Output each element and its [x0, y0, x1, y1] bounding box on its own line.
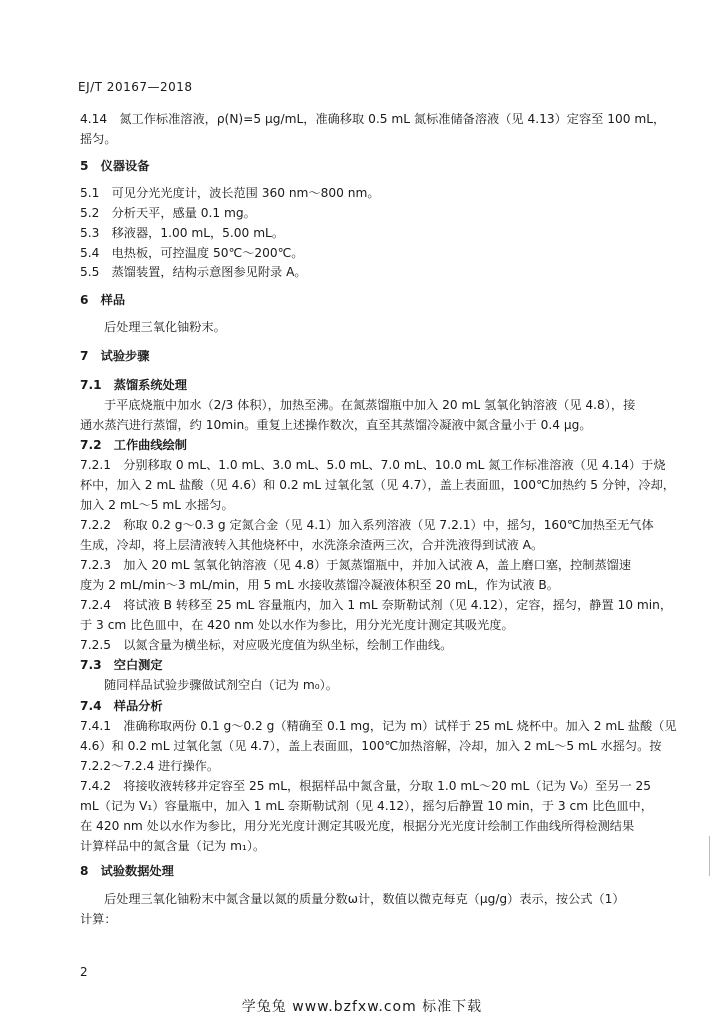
- subsection-heading: 7.1 蒸馏系统处理: [80, 378, 187, 392]
- text-line: 5.3 移液器，1.00 mL，5.00 mL。: [80, 226, 285, 240]
- text-line: 7.2.2 称取 0.2 g～0.3 g 定氮合金（见 4.1）加入系列溶液（见 7.2.1）中，摇匀，160℃加热至无气体: [80, 518, 654, 532]
- text-line: 于平底烧瓶中加水（2/3 体积），加热至沸。在氮蒸馏瓶中加入 20 mL 氢氧化钠溶液（见 4.8），接: [104, 398, 636, 412]
- text-line: 5.4 电热板，可控温度 50℃～200℃。: [80, 246, 304, 260]
- subsection-heading: 7.2 工作曲线绘制: [80, 438, 187, 452]
- text-line: 7.4.2 将接收液转移并定容至 25 mL，根据样品中氮含量，分取 1.0 mL～20 mL（记为 V₀）至另一 25: [80, 779, 652, 793]
- text-line: 于 3 cm 比色皿中，在 420 nm 处以水作为参比，用分光光度计测定其吸光度。: [80, 618, 514, 632]
- text-line: 5.2 分析天平，感量 0.1 mg。: [80, 206, 256, 220]
- standard-number-header: EJ/T 20167—2018: [78, 80, 193, 94]
- section-heading: 6 样品: [80, 293, 126, 307]
- subsection-heading: 7.4 样品分析: [80, 699, 163, 713]
- text-line: 计算：: [80, 912, 117, 926]
- text-line: 7.2.2～7.2.4 进行操作。: [80, 759, 220, 773]
- section-heading: 8 试验数据处理: [80, 864, 174, 878]
- section-heading: 7 试验步骤: [80, 349, 150, 363]
- text-line: 通水蒸汽进行蒸馏，约 10min。重复上述操作数次，直至其蒸馏冷凝液中氮含量小于 0.4 μg。: [80, 418, 592, 432]
- text-line: 后处理三氧化铀粉末中氮含量以氮的质量分数ω计，数值以微克每克（μg/g）表示，按公式（1）: [104, 892, 625, 906]
- section-heading: 5 仪器设备: [80, 159, 150, 173]
- text-line: 5.1 可见分光光度计，波长范围 360 nm～800 nm。: [80, 186, 380, 200]
- text-line: 加入 2 mL～5 mL 水摇匀。: [80, 498, 234, 512]
- text-line: 7.2.1 分别移取 0 mL、1.0 mL、3.0 mL、5.0 mL、7.0 mL、10.0 mL 氮工作标准溶液（见 4.14）于烧: [80, 458, 666, 472]
- text-line: 后处理三氧化铀粉末。: [104, 320, 226, 334]
- text-line: 杯中，加入 2 mL 盐酸（见 4.6）和 0.2 mL 过氧化氢（见 4.7），盖上表面皿，100℃加热约 5 分钟，冷却，: [80, 478, 675, 492]
- text-line: 7.2.3 加入 20 mL 氢氧化钠溶液（见 4.8）于氮蒸馏瓶中，并加入试液 A，盖上磨口塞，控制蒸馏速: [80, 558, 632, 572]
- text-line: 4.14 氮工作标准溶液，ρ(N)=5 μg/mL，准确移取 0.5 mL 氮标准储备溶液（见 4.13）定容至 100 mL，: [80, 112, 666, 126]
- subsection-heading: 7.3 空白测定: [80, 658, 163, 672]
- text-line: 摇匀。: [80, 132, 117, 146]
- text-line: mL（记为 V₁）容量瓶中，加入 1 mL 奈斯勒试剂（见 4.12），摇匀后静置 10 min，于 3 cm 比色皿中，: [80, 799, 653, 813]
- text-line: 4.6）和 0.2 mL 过氧化氢（见 4.7），盖上表面皿，100℃加热溶解，冷却，加入 2 mL～5 mL 水摇匀。按: [80, 739, 662, 753]
- text-line: 5.5 蒸馏装置，结构示意图参见附录 A。: [80, 265, 307, 279]
- site-footer-watermark: 学兔兔 www.bzfxw.com 标准下载: [241, 999, 483, 1015]
- text-line: 生成，冷却，将上层清液转入其他烧杯中，水洗涤余渣两三次，合并洗液得到试液 A。: [80, 538, 544, 552]
- text-line: 随同样品试验步骤做试剂空白（记为 m₀）。: [104, 678, 338, 692]
- text-line: 计算样品中的氮含量（记为 m₁）。: [80, 839, 266, 853]
- scan-margin-mark: [709, 836, 710, 876]
- text-line: 7.4.1 准确称取两份 0.1 g～0.2 g（精确至 0.1 mg，记为 m）试样于 25 mL 烧杯中。加入 2 mL 盐酸（见: [80, 719, 677, 733]
- text-line: 7.2.4 将试液 B 转移至 25 mL 容量瓶内，加入 1 mL 奈斯勒试剂（见 4.12），定容，摇匀，静置 10 min，: [80, 598, 673, 612]
- page-number: 2: [80, 965, 88, 979]
- text-line: 7.2.5 以氮含量为横坐标，对应吸光度值为纵坐标，绘制工作曲线。: [80, 638, 453, 652]
- text-line: 度为 2 mL/min～3 mL/min，用 5 mL 水接收蒸馏冷凝液体积至 20 mL，作为试液 B。: [80, 578, 559, 592]
- text-line: 在 420 nm 处以水作为参比，用分光光度计测定其吸光度，根据分光光度计绘制工作曲线所得检测结果: [80, 819, 635, 833]
